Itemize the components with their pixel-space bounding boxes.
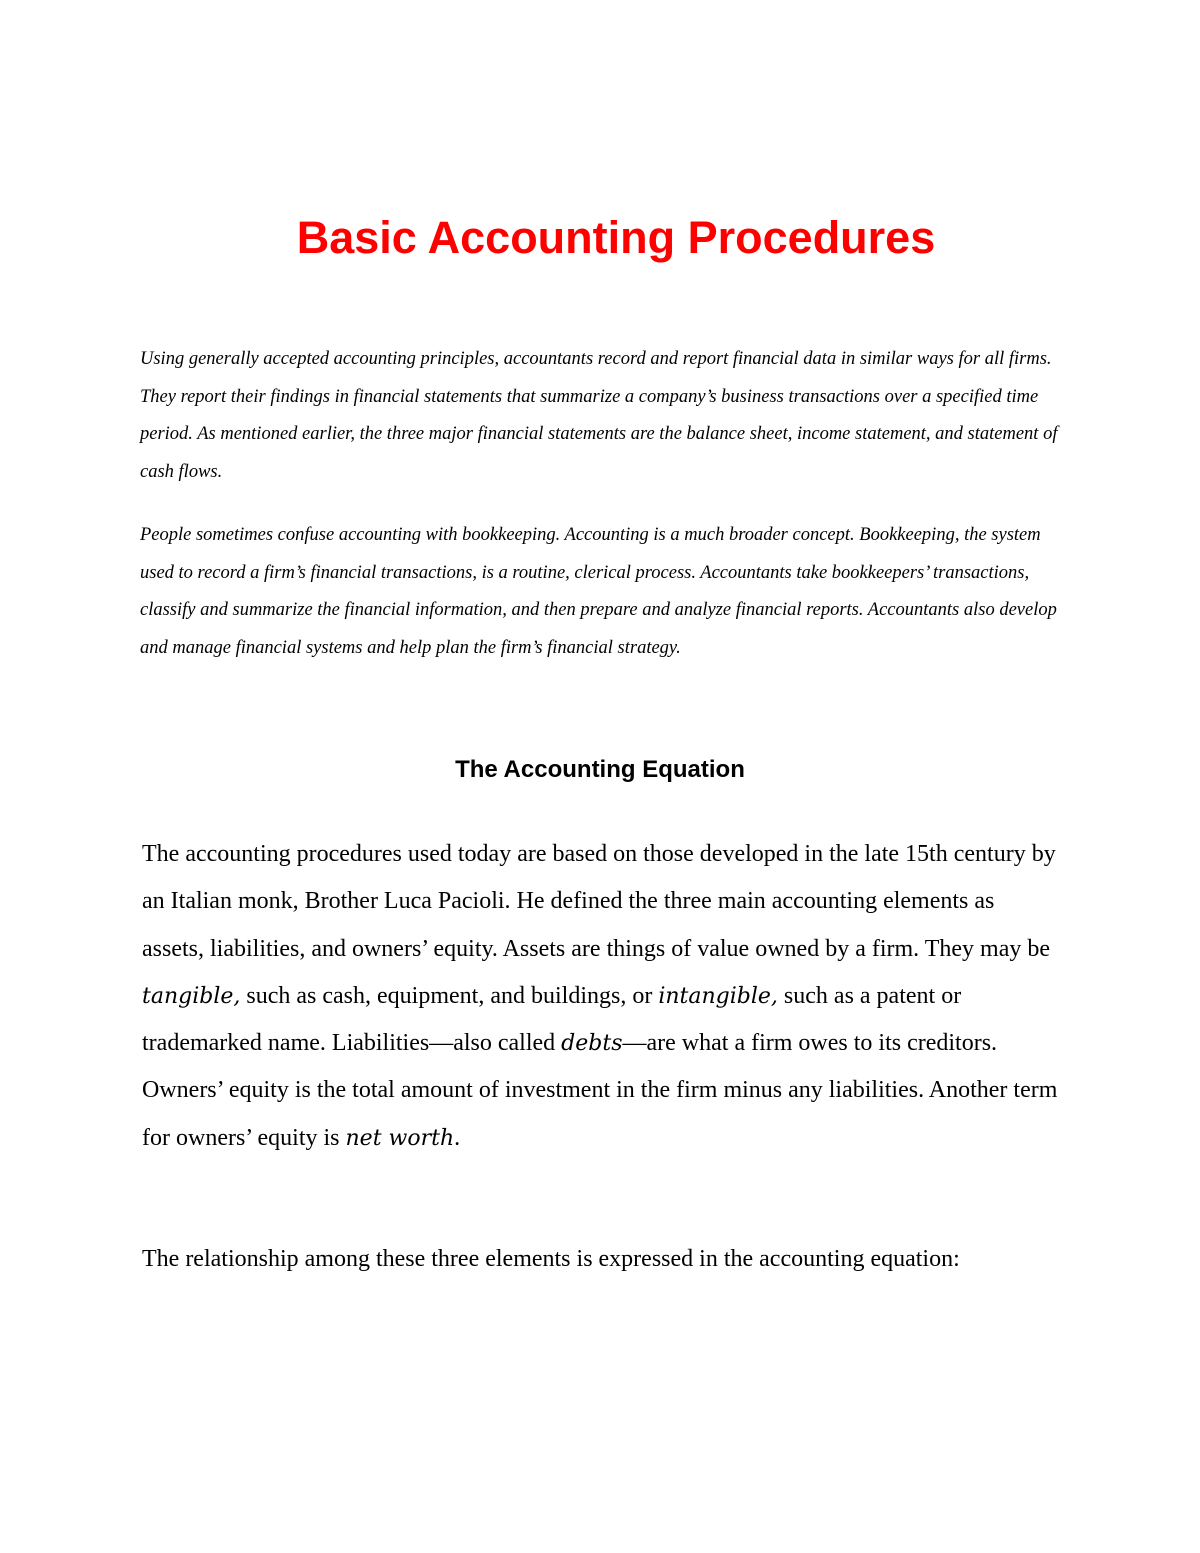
body-paragraph-1-text-5: .: [454, 1124, 461, 1151]
intro-paragraph-1: Using generally accepted accounting principles, accountants record and report financial data in similar ways for all firms. They report their findings in financial statements that summarize a company’s business transactions over a specified time period. As mentioned earlier, the three major financial statements are the balance sheet, income statement, and statement of cash flows.: [140, 349, 1058, 482]
section-heading: The Accounting Equation: [455, 756, 745, 783]
term-debts: debts: [561, 1031, 623, 1057]
term-net-worth: net worth: [345, 1125, 455, 1151]
document-title: Basic Accounting Procedures: [296, 212, 936, 263]
body-paragraph-1-text-3: such as a patent or trademarked name. Liabilities—also called: [142, 982, 962, 1057]
term-intangible: intangible,: [658, 983, 778, 1009]
intro-paragraph-2: People sometimes confuse accounting with bookkeeping. Accounting is a much broader concept. Bookkeeping, the system used to record a firm’s financial transactions, is a routine, clerical process. Accountants take bookkeepers’ transactions, classify and summarize the financial information, and then prepare and analyze financial reports. Accountants also develop and manage financial systems and help plan the firm’s financial strategy.: [140, 525, 1057, 658]
body-paragraph-1: [142, 831, 1062, 1162]
body-paragraph-1-text-1: The accounting procedures used today are based on those developed in the late 15th century by an Italian monk, Brother Luca Pacioli. He defined the three main accounting elements as assets, liabilities, and owners’ equity. Assets are things of value owned by a firm. They may be: [142, 841, 1056, 962]
term-tangible: tangible,: [142, 983, 241, 1009]
body-paragraph-2: The relationship among these three elements is expressed in the accounting equation:: [142, 1246, 960, 1272]
body-paragraph-1-text-4: —are what a firm owes to its creditors. Owners’ equity is the total amount of investment in the firm minus any liabilities. Another term for owners’ equity is: [142, 1030, 1058, 1151]
body-paragraph-1-text-2: such as cash, equipment, and buildings, or: [240, 982, 659, 1009]
